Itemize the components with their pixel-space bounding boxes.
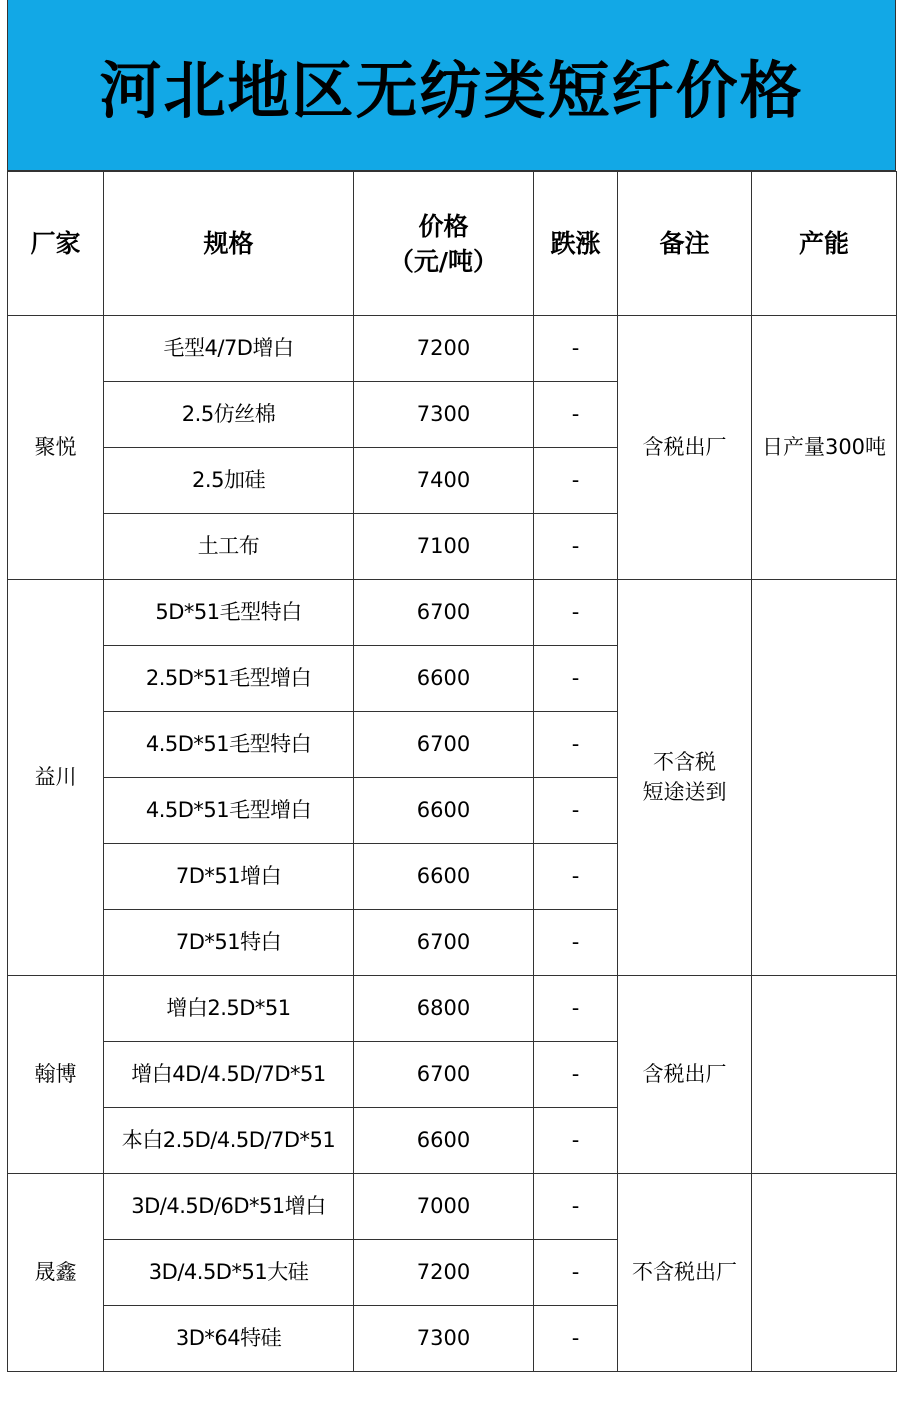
change-cell: - xyxy=(534,514,618,580)
header-note: 备注 xyxy=(618,172,752,316)
header-capacity: 产能 xyxy=(752,172,897,316)
note-cell xyxy=(618,580,752,976)
note-cell xyxy=(618,976,752,1174)
price-cell: 7300 xyxy=(354,382,534,448)
header-price-label: 价格 xyxy=(418,211,469,241)
change-cell: - xyxy=(534,712,618,778)
spec-cell: 2.5加硅 xyxy=(104,448,354,514)
factory-cell: 翰博 xyxy=(8,976,104,1174)
price-cell: 6700 xyxy=(354,1042,534,1108)
table-row xyxy=(8,580,897,646)
spec-cell: 3D/4.5D*51大硅 xyxy=(104,1240,354,1306)
change-cell: - xyxy=(534,580,618,646)
change-cell: - xyxy=(534,976,618,1042)
spec-cell: 毛型4/7D增白 xyxy=(104,316,354,382)
note-line: 含税出厂 xyxy=(642,434,727,459)
spec-cell: 7D*51特白 xyxy=(104,910,354,976)
change-cell: - xyxy=(534,1174,618,1240)
price-cell: 6700 xyxy=(354,910,534,976)
note-line: 不含税 xyxy=(653,750,716,775)
price-cell: 6800 xyxy=(354,976,534,1042)
note-line: 短途送到 xyxy=(642,779,727,804)
spec-cell: 本白2.5D/4.5D/7D*51 xyxy=(104,1108,354,1174)
table-body xyxy=(8,316,897,1372)
spec-cell: 2.5D*51毛型增白 xyxy=(104,646,354,712)
spec-cell: 增白4D/4.5D/7D*51 xyxy=(104,1042,354,1108)
header-spec: 规格 xyxy=(104,172,354,316)
price-cell: 6600 xyxy=(354,778,534,844)
change-cell: - xyxy=(534,1240,618,1306)
spec-cell: 3D/4.5D/6D*51增白 xyxy=(104,1174,354,1240)
price-cell: 6600 xyxy=(354,646,534,712)
spec-cell: 3D*64特硅 xyxy=(104,1306,354,1372)
table-row xyxy=(8,1174,897,1240)
table-row xyxy=(8,316,897,382)
note-cell xyxy=(618,316,752,580)
price-cell: 7200 xyxy=(354,1240,534,1306)
capacity-cell xyxy=(752,976,897,1174)
change-cell: - xyxy=(534,646,618,712)
price-table xyxy=(7,171,897,1372)
price-cell: 7100 xyxy=(354,514,534,580)
capacity-cell xyxy=(752,580,897,976)
spec-cell: 土工布 xyxy=(104,514,354,580)
price-cell: 7300 xyxy=(354,1306,534,1372)
spec-cell: 5D*51毛型特白 xyxy=(104,580,354,646)
change-cell: - xyxy=(534,844,618,910)
price-cell: 6600 xyxy=(354,1108,534,1174)
spec-cell: 7D*51增白 xyxy=(104,844,354,910)
header-factory: 厂家 xyxy=(8,172,104,316)
spec-cell: 4.5D*51毛型特白 xyxy=(104,712,354,778)
change-cell: - xyxy=(534,382,618,448)
change-cell: - xyxy=(534,778,618,844)
header-change: 跌涨 xyxy=(534,172,618,316)
factory-cell: 聚悦 xyxy=(8,316,104,580)
header-price xyxy=(354,172,534,316)
factory-cell: 晟鑫 xyxy=(8,1174,104,1372)
price-sheet xyxy=(7,0,896,1372)
note-line: 含税出厂 xyxy=(642,1061,727,1086)
header-price-unit: （元/吨） xyxy=(388,246,499,276)
spec-cell: 4.5D*51毛型增白 xyxy=(104,778,354,844)
factory-cell: 益川 xyxy=(8,580,104,976)
capacity-cell xyxy=(752,1174,897,1372)
change-cell: - xyxy=(534,1306,618,1372)
table-header-row xyxy=(8,172,897,316)
price-cell: 7000 xyxy=(354,1174,534,1240)
table-row xyxy=(8,976,897,1042)
price-cell: 7200 xyxy=(354,316,534,382)
price-cell: 6600 xyxy=(354,844,534,910)
price-cell: 7400 xyxy=(354,448,534,514)
change-cell: - xyxy=(534,910,618,976)
price-cell: 6700 xyxy=(354,712,534,778)
note-cell xyxy=(618,1174,752,1372)
price-cell: 6700 xyxy=(354,580,534,646)
note-line: 不含税出厂 xyxy=(632,1259,737,1284)
change-cell: - xyxy=(534,1042,618,1108)
change-cell: - xyxy=(534,1108,618,1174)
change-cell: - xyxy=(534,448,618,514)
capacity-cell: 日产量300吨 xyxy=(752,316,897,580)
page-title: 河北地区无纺类短纤价格 xyxy=(99,53,804,127)
title-bar xyxy=(7,0,896,171)
spec-cell: 2.5仿丝棉 xyxy=(104,382,354,448)
change-cell: - xyxy=(534,316,618,382)
spec-cell: 增白2.5D*51 xyxy=(104,976,354,1042)
